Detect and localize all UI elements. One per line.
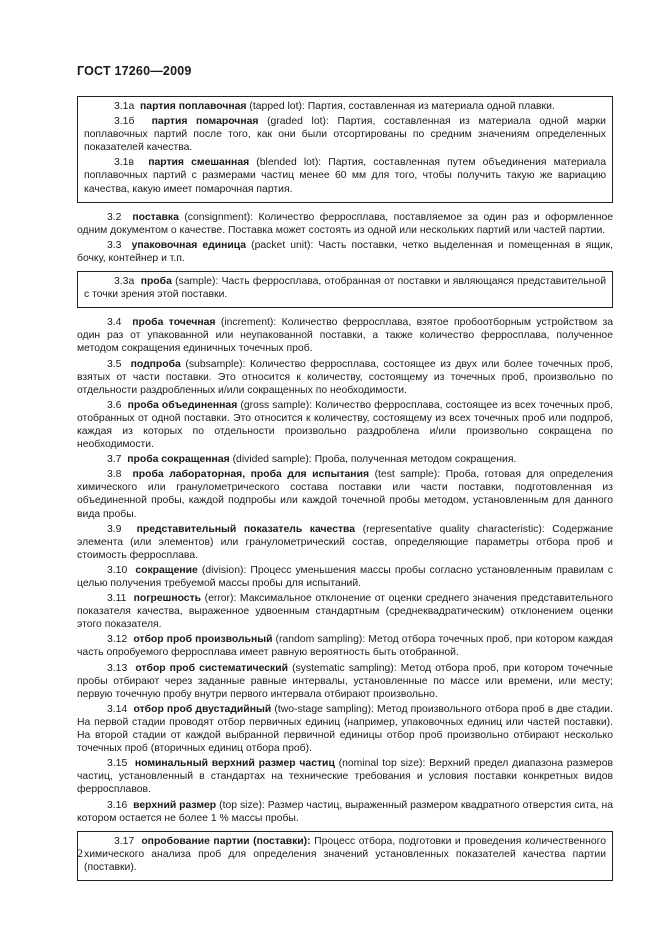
definition-term: подпроба (130, 358, 181, 370)
definition-text: (systematic sampling): Метод отбора проб, при котором точечные пробы отбирают через заданные равные интервалы, установленные по массе или времени, или месту; первую точечную пробу внутри первого интервала отбирают произвольно. (77, 662, 614, 700)
definition-number: 3.9 (107, 523, 122, 535)
definition-text: (increment): Количество ферросплава, взятое пробоотборным устройством за один раз от упакованной или неупакованной поставки, а также количество ферросплава, полученное методом сокращения единичных точечных проб. (77, 317, 613, 355)
definitions-group-1 (77, 211, 613, 265)
definition-text: (graded lot): Партия, составленная из материала одной марки поплавочных партий после того, как они были отсортированы по средним значениям определенных показателей качества. (84, 116, 606, 154)
definition-number: 3.4 (107, 317, 122, 329)
definition-number: 3.11 (107, 593, 127, 605)
definition-term: проба (140, 276, 172, 288)
definition-item (84, 115, 606, 154)
definition-term: номинальный верхний размер частиц (134, 758, 335, 770)
definition-item (77, 211, 613, 237)
definition-term: поставка (132, 211, 179, 223)
definition-number: 3.6 (107, 399, 122, 411)
definition-term: погрешность (133, 593, 202, 605)
definition-number: 3.7 (107, 454, 122, 466)
definition-term: проба лабораторная, проба для испытания (132, 469, 370, 481)
definition-text: (test sample): Проба, готовая для определения химического или гранулометрического состава поставки или части поставки, подготовленная из объединенной пробы, каждой подпробы или каждой точечной пробы методом, установленным для данного вида пробы. (77, 469, 613, 520)
page-number: 2 (77, 846, 83, 860)
definition-text: (subsample): Количество ферросплава, состоящее из двух или более точечных проб, взятых от части поставки. Это относится к количеству, состоящему из точечных проб, произвольно по отдельности раздробленных и/или сокращенных по необходимости. (77, 358, 613, 396)
definition-number: 3.1в (114, 157, 134, 169)
definition-term: проба точечная (132, 317, 216, 329)
definition-text: (blended lot): Партия, составленная путем объединения материала поплавочных партий с размерами частиц менее 60 мм для того, чтобы получить такую же вариацию качества, какую имеет помарочная партия. (84, 157, 606, 195)
definition-item (77, 453, 613, 466)
definition-item (77, 662, 613, 701)
definition-number: 3.12 (107, 634, 128, 646)
definition-number: 3.2 (107, 211, 122, 223)
definition-text: (representative quality characteristic): Содержание элемента (или элементов) или гранулометрический состав, определяющие параметры отбора проб и стоимость ферросплава. (77, 523, 613, 561)
definition-text: (tapped lot): Партия, составленная из материала одной плавки. (246, 101, 555, 112)
definition-term: отбор проб двустадийный (133, 703, 272, 715)
document-header: ГОСТ 17260—2009 (77, 64, 192, 78)
definition-item (77, 564, 613, 590)
definition-term: проба объединенная (127, 399, 238, 411)
definition-text: (division): Процесс уменьшения массы пробы согласно установленным правилам с целью получения требуемой массы пробы для испытаний. (77, 564, 613, 589)
definition-text: (two-stage sampling): Метод произвольного отбора проб в две стадии. На первой стадии проводят отбор первичных единиц (например, упаковочных единиц или частей поставки). На второй стадии от каждой выбранной первичной единицы отбор проб произвольно отбирают несколько точечных проб (вторичных единиц отбора проб). (77, 703, 614, 755)
definition-item (77, 523, 613, 562)
definition-term: представительный показатель качества (136, 523, 356, 535)
definition-number: 3.3а (114, 276, 135, 288)
definition-term: партия смешанная (148, 157, 250, 169)
amendment-box-2 (77, 271, 613, 308)
definition-item (77, 592, 613, 631)
definition-item (77, 399, 613, 451)
definitions-group-2 (77, 316, 613, 824)
definition-item (77, 633, 613, 659)
definition-item (77, 358, 613, 397)
amendment-box-3 (77, 831, 613, 881)
definition-number: 3.14 (107, 703, 128, 715)
definition-text: (consignment): Количество ферросплава, поставляемое за один раз и оформленное одним документом о качестве. Поставка может состоять из одной или нескольких партий или частей партии. (77, 211, 613, 236)
definition-item (77, 316, 613, 355)
definition-number: 3.15 (107, 758, 128, 770)
definition-number: 3.16 (107, 799, 128, 811)
definition-text: Процесс отбора, подготовки и проведения количественного химического анализа проб для определения значений установленных показателей качества партии (поставки). (84, 835, 606, 873)
definition-text: (divided sample): Проба, полученная методом сокращения. (229, 454, 517, 466)
definition-item (77, 799, 613, 825)
definition-text: (sample): Часть ферросплава, отобранная от поставки и являющаяся представительной с точки зрения этой поставки. (84, 276, 606, 301)
definition-number: 3.1а (114, 101, 135, 112)
definition-number: 3.1б (114, 116, 135, 128)
definition-term: партия помарочная (151, 116, 259, 128)
definition-term: верхний размер (133, 799, 217, 811)
definition-term: опробование партии (поставки): (141, 835, 311, 847)
definition-item (77, 757, 613, 796)
definition-number: 3.17 (114, 835, 135, 847)
definition-item (77, 239, 613, 265)
definition-item (84, 156, 606, 195)
definition-text: (random sampling): Метод отбора точечных проб, при котором каждая часть опробуемого ферросплава имеет равную вероятность быть отобранной. (77, 634, 613, 659)
definition-text: (top size): Размер частиц, выраженный размером квадратного отверстия сита, на котором остается не более 1 % массы пробы. (77, 799, 613, 824)
definition-item (77, 468, 613, 520)
definition-number: 3.5 (107, 358, 122, 370)
definition-term: упаковочная единица (131, 239, 247, 251)
definition-item (77, 703, 613, 755)
definition-item (84, 100, 606, 113)
definition-item (84, 835, 606, 874)
definition-text: (packet unit): Часть поставки, четко выделенная и помещенная в ящик, бочку, контейнер и т.п. (77, 239, 614, 264)
definition-term: партия поплавочная (140, 101, 247, 112)
definition-text: (nominal top size): Верхний предел диапазона размеров частиц, установленный в стандартах на технические требования и условия поставки конкретных видов ферросплавов. (77, 758, 614, 796)
definition-term: сокращение (135, 564, 198, 576)
definition-item (84, 275, 606, 301)
definition-number: 3.10 (107, 564, 128, 576)
definition-term: проба сокращенная (127, 454, 230, 466)
definition-text: (error): Максимальное отклонение от оценки среднего значения представительного показателя качества, выраженное удвоенным стандартным (среднеквадратическим) отклонением оценки этого показателя. (77, 593, 613, 631)
document-body (77, 96, 613, 889)
definition-number: 3.13 (107, 662, 128, 674)
definition-term: отбор проб произвольный (133, 634, 273, 646)
amendment-box-1 (77, 96, 613, 203)
definition-term: отбор проб систематический (135, 662, 289, 674)
definition-text: (gross sample): Количество ферросплава, состоящее из всех точечных проб, отобранных от одной поставки. Это относится к количеству, состоящему из всех точечных проб или подпроб, каждая из которых по отдельности произвольно раздроблена и/или произвольно сокращена по необходимости. (77, 399, 613, 451)
definition-number: 3.3 (107, 239, 122, 251)
definition-number: 3.8 (107, 469, 122, 481)
